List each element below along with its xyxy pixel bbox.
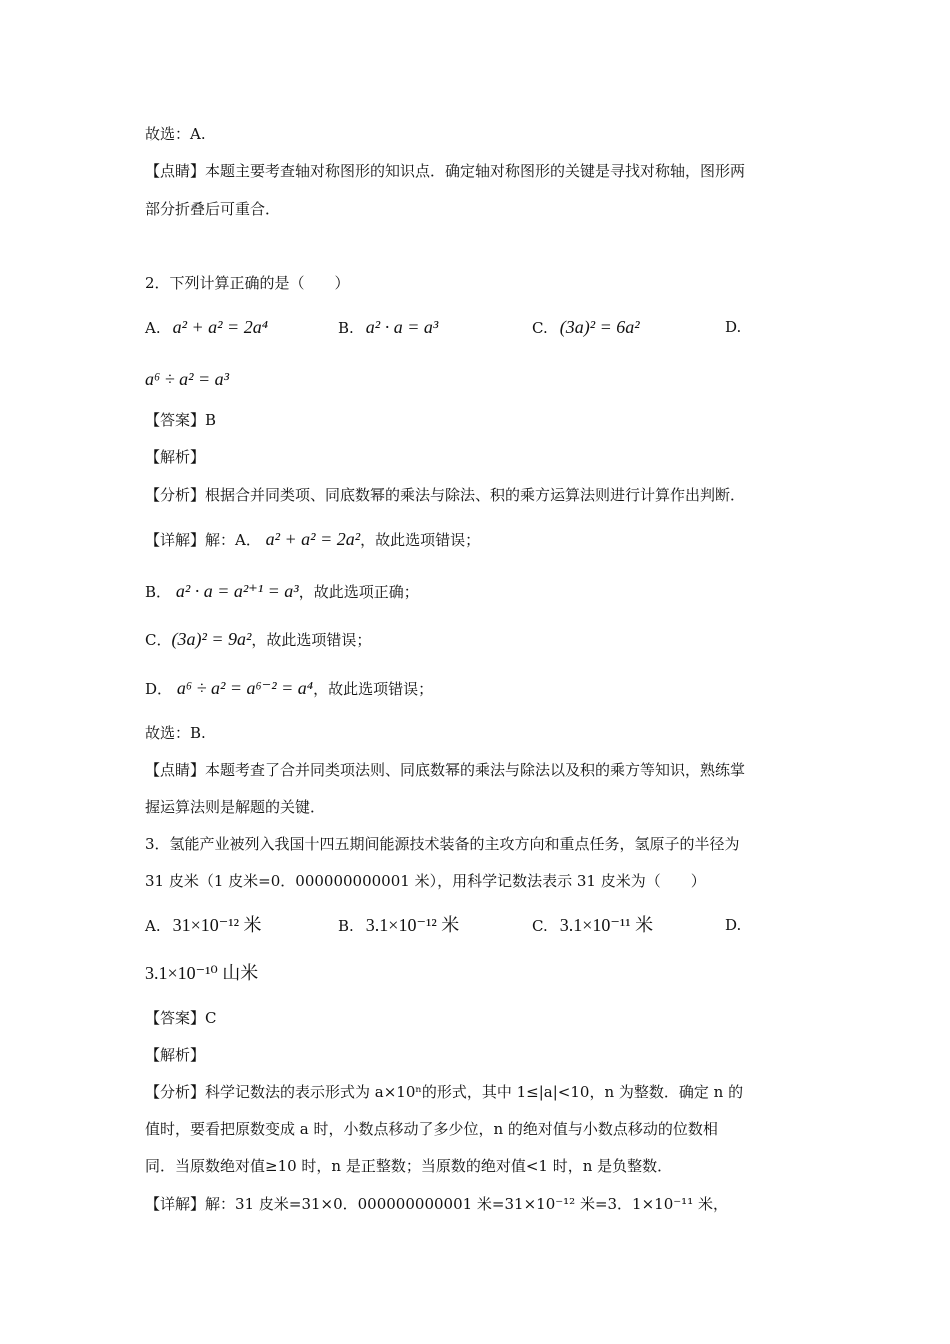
q3-option-b: B. 3.1×10⁻¹² 米 <box>338 915 460 935</box>
q2-option-b: B. a² · a = a³ <box>338 317 439 337</box>
q3-option-d: D. <box>725 916 742 934</box>
q3-option-a: A. 31×10⁻¹² 米 <box>145 915 262 935</box>
q2-fenxi: 【分析】根据合并同类项、同底数幂的乘法与除法、积的乘方运算法则进行计算作出判断． <box>145 486 746 504</box>
q2-option-d: D. <box>725 318 742 336</box>
q3-option-d-math: 3.1×10⁻¹⁰ 山米 <box>145 963 259 983</box>
q3-analysis-tag: 【解析】 <box>145 1046 206 1064</box>
q3-option-c: C. 3.1×10⁻¹¹ 米 <box>532 915 654 935</box>
q3-fenxi-line2: 值时，要看把原数变成 a 时，小数点移动了多少位，n 的绝对值与小数点移动的位数相 <box>145 1120 718 1138</box>
q2-answer: 【答案】B <box>145 411 217 429</box>
q2-detail-a: 【详解】解：A． a² + a² = 2a²，故此选项错误； <box>145 529 481 549</box>
choice-line-q1: 故选：A. <box>145 125 206 143</box>
q2-detail-d: D． a⁶ ÷ a² = a⁶⁻² = a⁴，故此选项错误； <box>145 678 434 698</box>
comment-q1-line2: 部分折叠后可重合． <box>145 200 281 218</box>
q2-detail-c: C．(3a)² = 9a²，故此选项错误； <box>145 629 372 649</box>
q3-fenxi-line1: 【分析】科学记数法的表示形式为 a×10ⁿ的形式，其中 1≤|a|<10，n 为整数．确定 n 的 <box>145 1083 744 1101</box>
q3-fenxi-line3: 同．当原数绝对值≥10 时，n 是正整数；当原数的绝对值<1 时，n 是负整数． <box>145 1157 673 1175</box>
comment-tag: 【点睛】 <box>145 162 206 180</box>
q2-option-a: A. a² + a² = 2a⁴ <box>145 317 268 337</box>
q3-answer: 【答案】C <box>145 1009 217 1027</box>
q3-detail: 【详解】解：31 皮米=31×0．000000000001 米=31×10⁻¹² 米=3．1×10⁻¹¹ 米， <box>145 1195 728 1213</box>
q2-stem: 2．下列计算正确的是（ ） <box>145 274 350 292</box>
q2-option-c: C. (3a)² = 6a² <box>532 317 640 337</box>
q3-stem-line1: 3．氢能产业被列入我国十四五期间能源技术装备的主攻方向和重点任务，氢原子的半径为 <box>145 835 740 853</box>
q2-comment-line1: 【点睛】本题考查了合并同类项法则、同底数幂的乘法与除法以及积的乘方等知识，熟练掌 <box>145 761 746 779</box>
q2-choice: 故选：B. <box>145 724 206 742</box>
q2-comment-line2: 握运算法则是解题的关键． <box>145 798 326 816</box>
q2-option-d-math: a⁶ ÷ a² = a³ <box>145 369 230 389</box>
comment-q1-line1: 【点睛】本题主要考查轴对称图形的知识点．确定轴对称图形的关键是寻找对称轴，图形两 <box>145 162 746 180</box>
q3-stem-line2: 31 皮米（1 皮米=0．000000000001 米），用科学记数法表示 31 皮米为（ ） <box>145 872 706 890</box>
q2-detail-b: B． a² · a = a²⁺¹ = a³，故此选项正确； <box>145 581 419 601</box>
q2-analysis-tag: 【解析】 <box>145 448 206 466</box>
